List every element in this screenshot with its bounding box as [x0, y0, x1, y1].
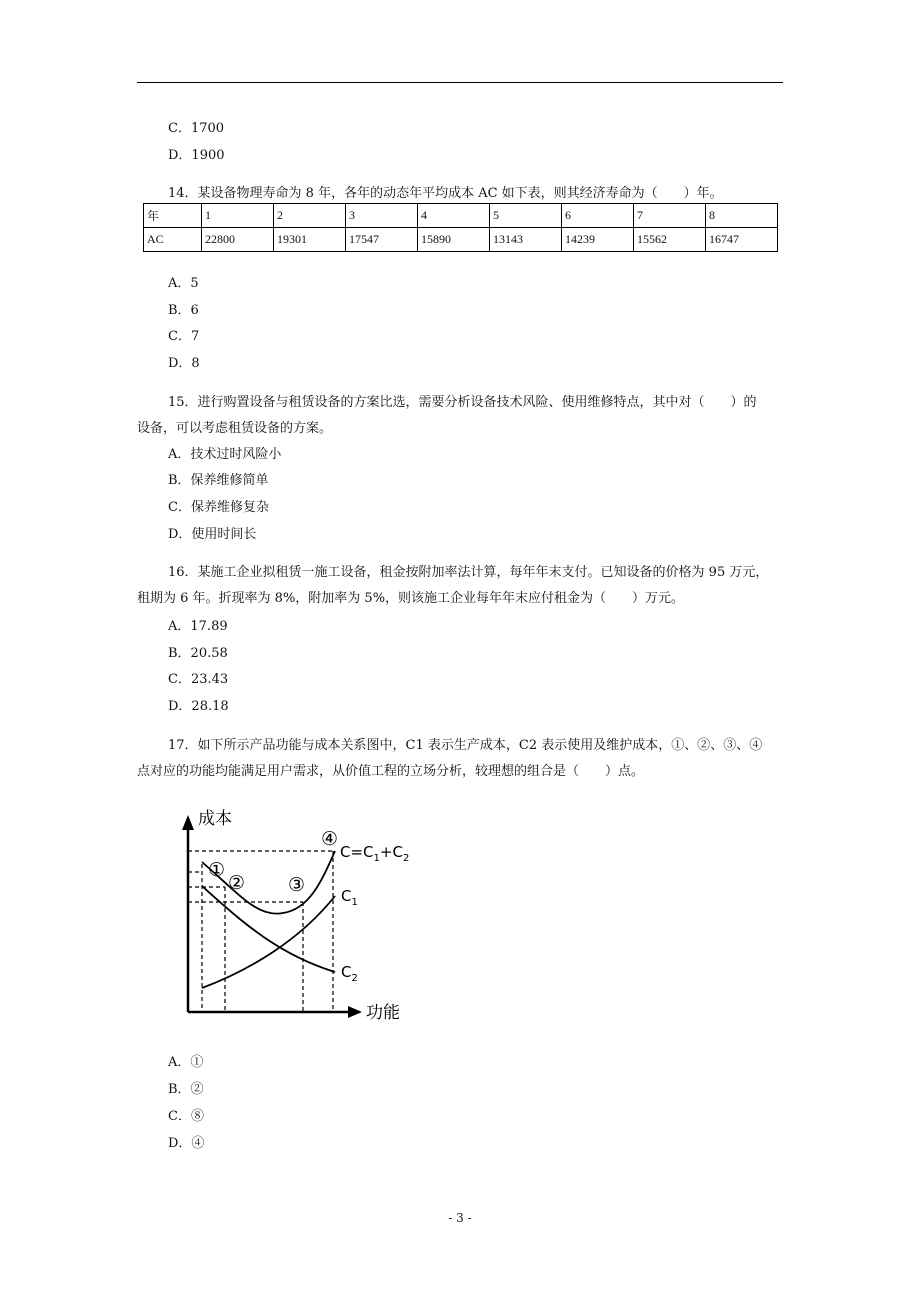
table-cell: 1	[202, 204, 274, 228]
q17-option-c: C．⑧	[168, 1109, 204, 1124]
x-axis-arrow-icon	[348, 1006, 362, 1018]
q15-stem-line2: 设备，可以考虑租赁设备的方案。	[137, 421, 333, 436]
q16-option-d: D．28.18	[168, 699, 229, 714]
q15-option-c: C．保养维修复杂	[168, 500, 269, 515]
q16-stem-line2: 租期为 6 年。折现率为 8%，附加率为 5%，则该施工企业每年年末应付租金为（ ）万元。	[137, 591, 685, 606]
q16-stem-line1: 16．某施工企业拟租赁一施工设备，租金按附加率法计算，每年年末支付。已知设备的价格为 95 万元，	[168, 565, 769, 580]
q14-ac-table	[143, 203, 778, 252]
header-rule	[137, 82, 783, 83]
table-cell: 14239	[562, 228, 634, 252]
table-cell: 19301	[274, 228, 346, 252]
q14-stem: 14．某设备物理寿命为 8 年，各年的动态年平均成本 AC 如下表，则其经济寿命为（ ）年。	[168, 186, 723, 201]
table-header-row	[144, 204, 778, 228]
table-cell: 15562	[634, 228, 706, 252]
q14-option-c: C．7	[168, 329, 200, 344]
q17-stem-line1: 17．如下所示产品功能与成本关系图中，C1 表示生产成本，C2 表示使用及维护成本，①、②、③、④	[168, 738, 763, 753]
q17-option-d: D．④	[168, 1136, 205, 1151]
table-cell: 2	[274, 204, 346, 228]
table-cell: 22800	[202, 228, 274, 252]
point-3-label: ③	[288, 874, 306, 896]
q13-option-d: D．1900	[168, 148, 225, 163]
table-cell: 16747	[706, 228, 778, 252]
table-cell: 3	[346, 204, 418, 228]
table-cell: 5	[490, 204, 562, 228]
q15-option-a: A．技术过时风险小	[168, 447, 282, 462]
function-cost-diagram	[170, 800, 410, 1030]
x-axis-label: 功能	[366, 1003, 400, 1023]
point-4-label: ④	[321, 828, 339, 850]
q14-option-b: B．6	[168, 303, 199, 318]
q14-option-a: A．5	[168, 276, 199, 291]
curve-c2-label: $C_2$	[341, 963, 358, 984]
table-cell: 13143	[490, 228, 562, 252]
q16-option-a: A．17.89	[168, 619, 228, 634]
page-number: - 3 -	[448, 1211, 472, 1225]
point-2-label: ②	[228, 872, 246, 894]
table-cell: AC	[144, 228, 202, 252]
table-cell: 年	[144, 204, 202, 228]
point-1-label: ①	[208, 859, 226, 881]
table-cell: 17547	[346, 228, 418, 252]
table-cell: 6	[562, 204, 634, 228]
q17-stem-line2: 点对应的功能均能满足用户需求，从价值工程的立场分析，较理想的组合是（ ）点。	[137, 764, 645, 779]
q13-option-c: C．1700	[168, 121, 225, 136]
table-cell: 4	[418, 204, 490, 228]
y-axis-label: 成本	[198, 809, 232, 829]
table-cell: 8	[706, 204, 778, 228]
curve-c2	[202, 886, 335, 972]
q17-option-a: A．①	[168, 1055, 204, 1070]
q15-stem-line1: 15．进行购置设备与租赁设备的方案比选，需要分析设备技术风险、使用维修特点，其中对（ ）的	[168, 395, 757, 410]
y-axis-arrow-icon	[182, 815, 194, 830]
curve-c1-label: $C_1$	[341, 887, 358, 908]
q15-option-d: D．使用时间长	[168, 527, 257, 542]
table-cell: 15890	[418, 228, 490, 252]
q16-option-b: B．20.58	[168, 646, 228, 661]
curve-total-label: $C=C_1+C_2$	[340, 843, 410, 864]
table-cell: 7	[634, 204, 706, 228]
q15-option-b: B．保养维修简单	[168, 473, 269, 488]
q14-option-d: D．8	[168, 356, 200, 371]
q16-option-c: C．23.43	[168, 672, 229, 687]
curve-c1	[202, 896, 335, 988]
table-row	[144, 228, 778, 252]
q17-option-b: B．②	[168, 1082, 204, 1097]
